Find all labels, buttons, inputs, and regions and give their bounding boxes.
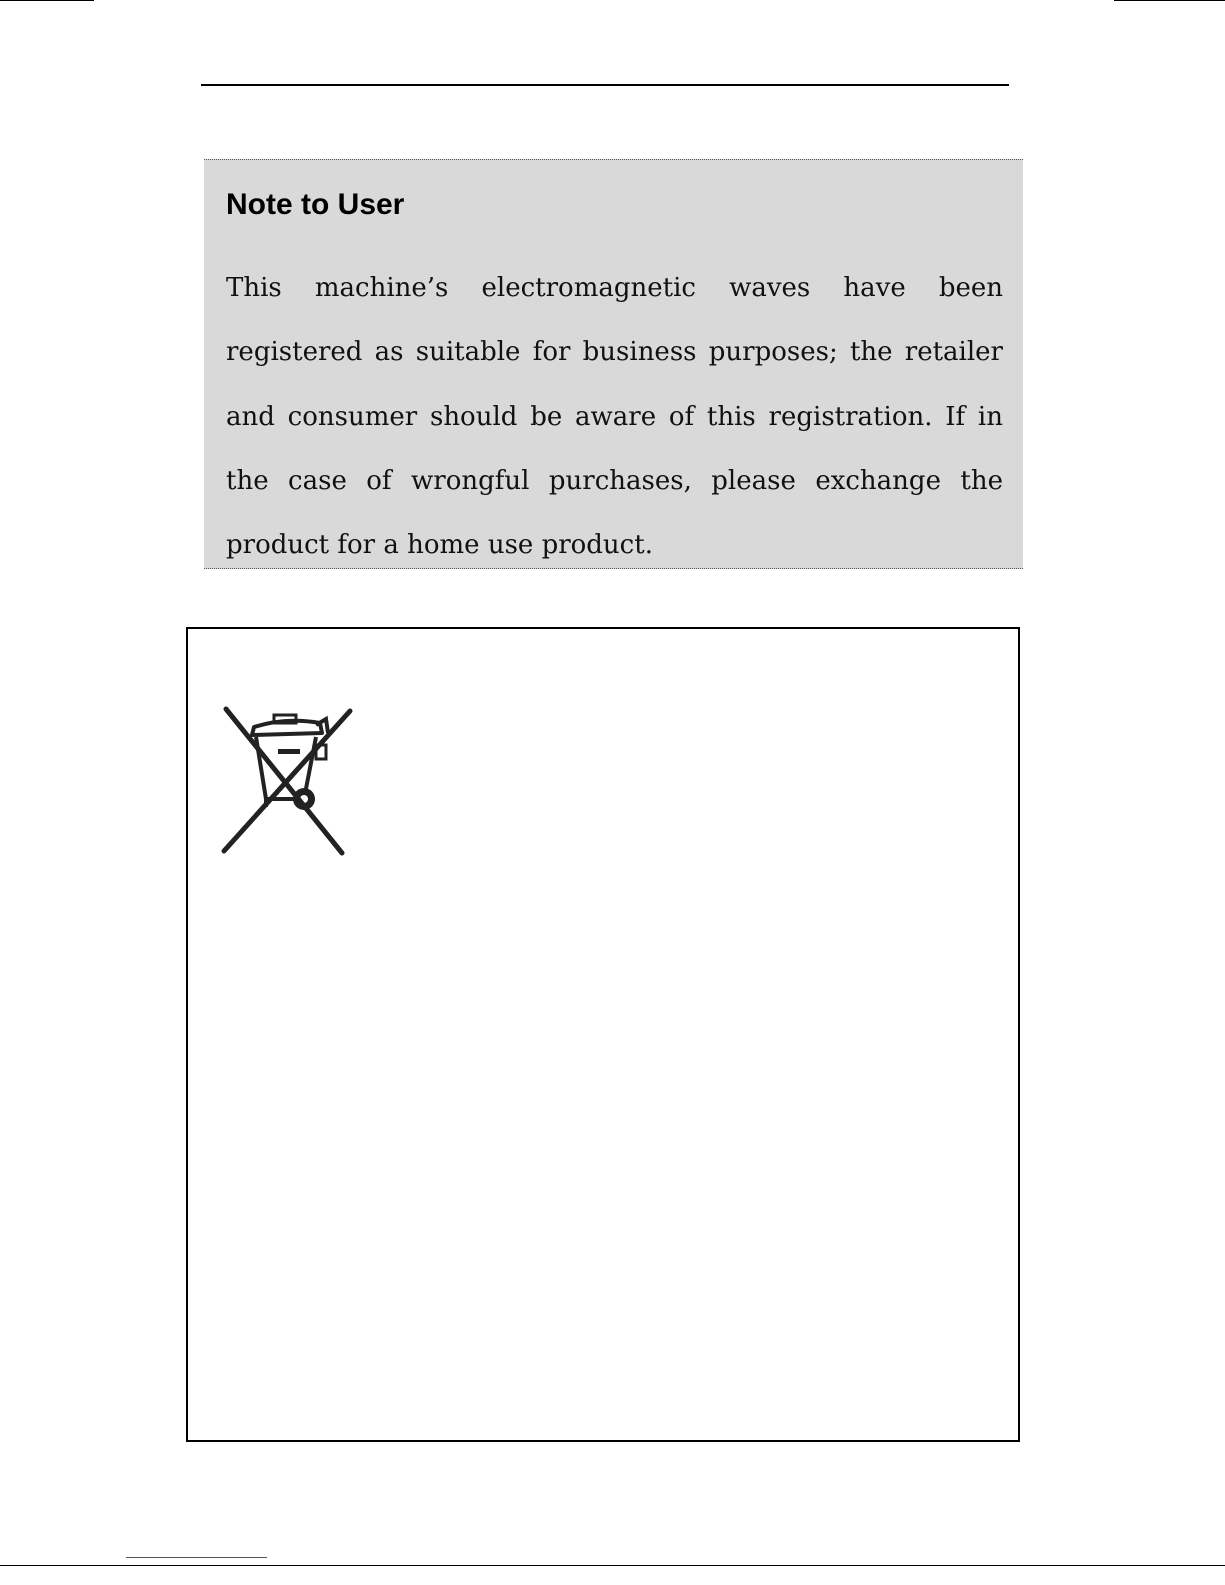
weee-disposal-box [186, 627, 1020, 1442]
header-rule [201, 84, 1009, 86]
footer-rule [0, 1565, 1225, 1566]
note-to-user-box [204, 159, 1023, 569]
note-body: This machine’s electromagnetic waves have been registered as suitable for business purposes; the retailer and consumer should be aware of this registration. If in the case of wrongful purchases, please exchange the product for a home use product. [226, 273, 1003, 561]
top-right-corner-line [1114, 0, 1225, 1]
note-title: Note to User [226, 188, 405, 221]
footer-link-underline [126, 1557, 267, 1558]
crossed-out-wheelie-bin-icon [216, 669, 356, 879]
top-left-corner-line [0, 0, 94, 1]
